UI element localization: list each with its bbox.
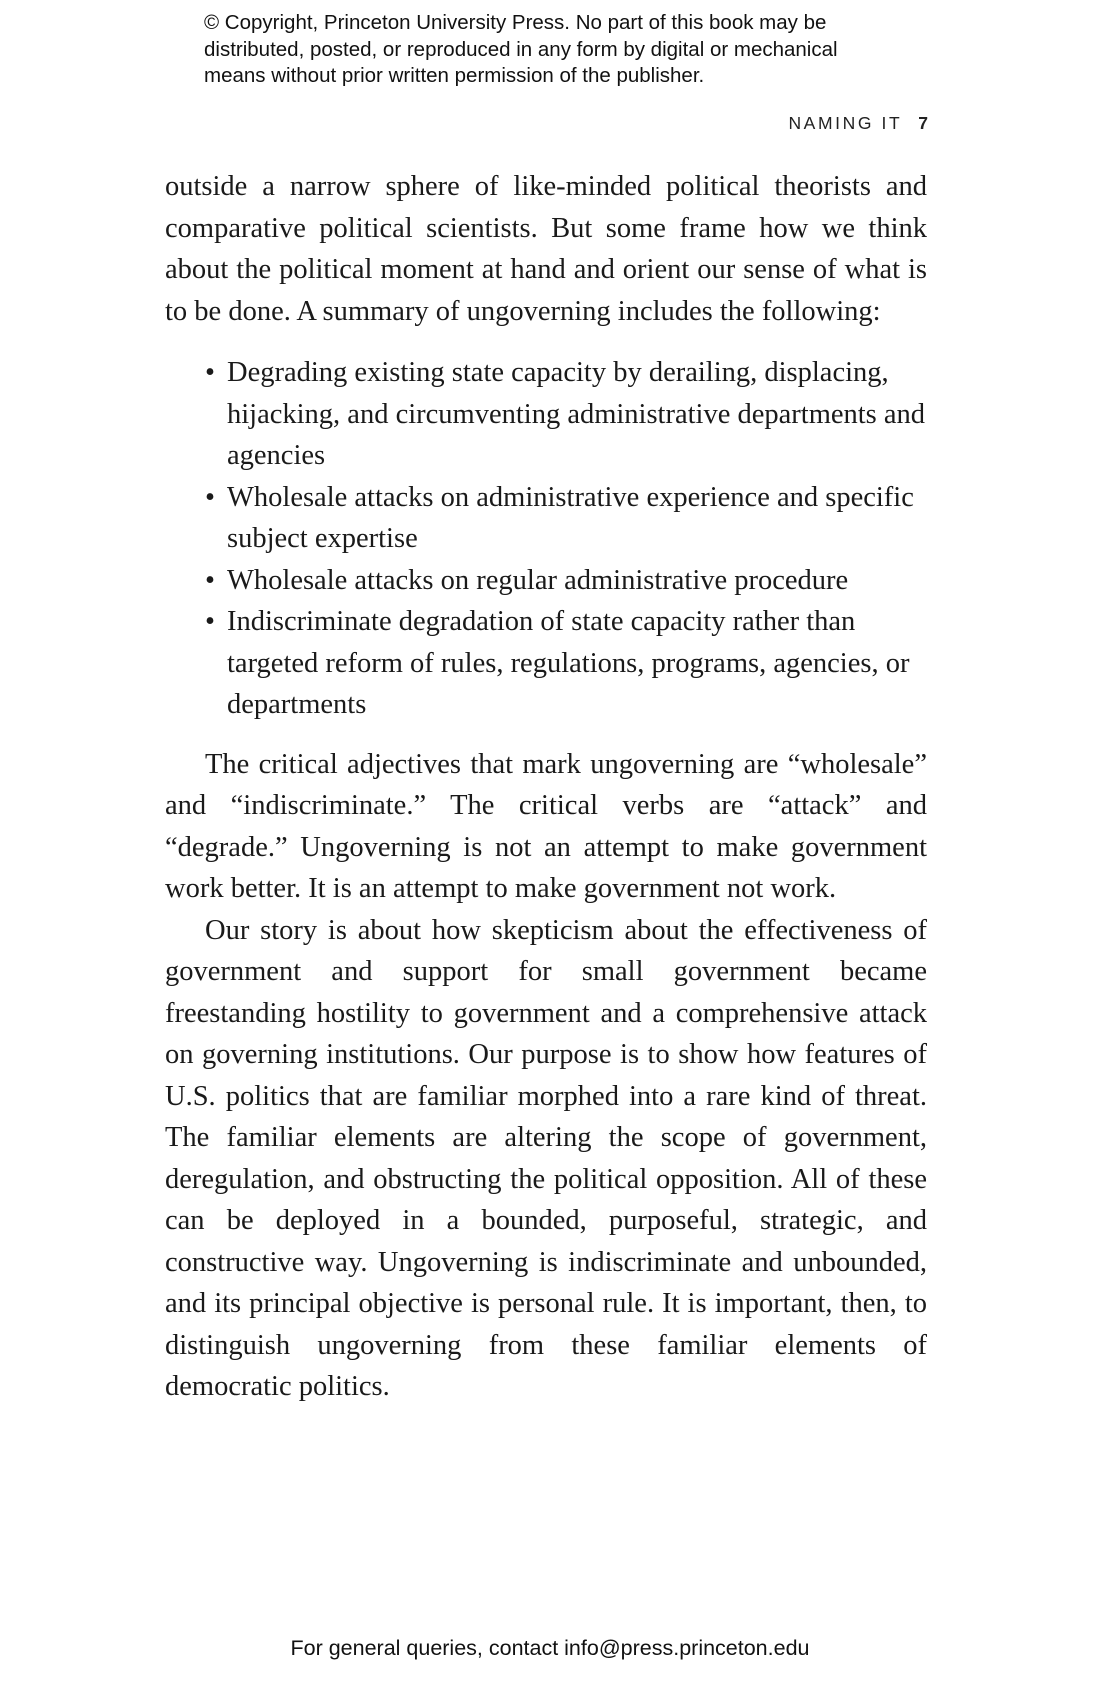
contact-footer: For general queries, contact info@press.princeton.edu [290, 1636, 810, 1660]
copyright-line: means without prior written permission of the publisher. [204, 64, 705, 87]
bullet-item [205, 352, 927, 477]
main-text [165, 166, 927, 1408]
bullet-text: Wholesale attacks on administrative experience and specific subject expertise [227, 481, 914, 554]
chapter-title: NAMING IT [788, 113, 903, 133]
bullet-marker: • [205, 481, 215, 513]
bullet-marker: • [205, 606, 215, 637]
bullet-text: Degrading existing state capacity by derailing, displacing, hijacking, and circumventing administrative departments and agencies [227, 357, 926, 471]
bullet-item [205, 477, 927, 560]
paragraph: The critical adjectives that mark ungoverning are “wholesale” and “indiscriminate.” The critical verbs are “attack” and “degrade.” Ungoverning is not an attempt to make government work better. It is an attempt to make government not work. [165, 748, 927, 904]
paragraph-continued: outside a narrow sphere of like-minded political theorists and comparative political scientists. But some frame how we think about the political moment at hand and orient our sense of what is to be done. A summary of ungoverning includes the following: [165, 171, 927, 327]
bullet-item [205, 601, 927, 726]
copyright-line: distributed, posted, or reproduced in any form by digital or mechanical [204, 37, 838, 61]
paragraph: Our story is about how skepticism about the effectiveness of government and support for small government became freestanding hostility to government and a comprehensive attack on governing institutions. Our purpose is to show how features of U.S. politics that are familiar morphed into a rare kind of threat. The familiar elements are altering the scope of government, deregulation, and obstructing the political opposition. All of these can be deployed in a bounded, purposeful, strategic, and constructive way. Ungoverning is indiscriminate and unbounded, and its principal objective is personal rule. It is important, then, to distinguish ungoverning from these familiar elements of democratic politics. [165, 914, 927, 1402]
bullet-marker: • [205, 564, 215, 596]
copyright-notice [204, 10, 964, 90]
summary-bullet-list [165, 352, 927, 726]
bullet-text: Indiscriminate degradation of state capacity rather than targeted reform of rules, regulations, programs, agencies, or departments [227, 606, 910, 720]
page-number: 7 [918, 113, 928, 133]
copyright-line: © Copyright, Princeton University Press. No part of this book may be [204, 11, 827, 34]
bullet-text: Wholesale attacks on regular administrative procedure [227, 564, 849, 596]
bullet-marker: • [205, 357, 215, 388]
running-head [788, 113, 928, 134]
bullet-item [205, 560, 927, 602]
